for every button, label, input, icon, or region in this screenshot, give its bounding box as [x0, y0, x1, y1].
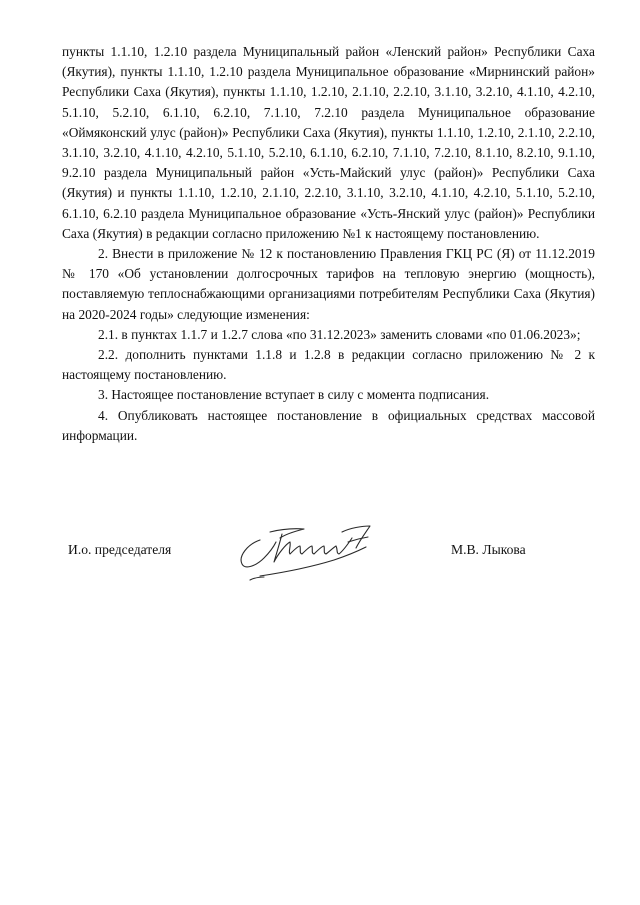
- paragraph-item-2-2: 2.2. дополнить пунктами 1.1.8 и 1.2.8 в редакции согласно приложению № 2 к настоящему постановлению.: [62, 347, 595, 383]
- paragraph-item-4: 4. Опубликовать настоящее постановление в официальных средствах массовой информации.: [62, 407, 595, 443]
- signature-block: [62, 538, 595, 598]
- signatory-name: М.В. Лыкова: [451, 542, 526, 557]
- paragraph-item-2: 2. Внести в приложение № 12 к постановлению Правления ГКЦ РС (Я) от 11.12.2019 № 170 «Об установлении долгосрочных тарифов на тепловую энергию (мощность), поставляемую теплоснабжающими организациями потребителям Республики Саха (Якутия) на 2020-2024 годы» следующие изменения:: [62, 246, 595, 322]
- handwritten-signature: [230, 520, 390, 586]
- signatory-role: И.о. председателя: [68, 542, 172, 557]
- document-body: [62, 42, 595, 446]
- paragraph-continuation: пункты 1.1.10, 1.2.10 раздела Муниципальный район «Ленский район» Республики Саха (Якутия), пункты 1.1.10, 1.2.10 раздела Муниципальное образование «Мирнинский район» Республики Саха (Якутия), пункты 1.1.10, 1.2.10, 2.1.10, 2.2.10, 3.1.10, 3.2.10, 4.1.10, 4.2.10, 5.1.10, 5.2.10, 6.1.10, 6.2.10, 7.1.10, 7.2.10 раздела Муниципальное образование «Оймяконский улус (район)» Республики Саха (Якутия), пункты 1.1.10, 1.2.10, 2.1.10, 2.2.10, 3.1.10, 3.2.10, 4.1.10, 4.2.10, 5.1.10, 5.2.10, 6.1.10, 6.2.10, 7.1.10, 7.2.10, 8.1.10, 8.2.10, 9.1.10, 9.2.10 раздела Муниципальный район «Усть-Майский улус (район)» Республики Саха (Якутия) и пункты 1.1.10, 1.2.10, 2.1.10, 2.2.10, 3.1.10, 3.2.10, 4.1.10, 4.2.10, 5.1.10, 5.2.10, 6.1.10, 6.2.10 раздела Муниципальное образование «Усть-Янский улус (район)» Республики Саха (Якутия) в редакции согласно приложению №1 к настоящему постановлению.: [62, 44, 595, 241]
- paragraph-item-3: 3. Настоящее постановление вступает в силу с момента подписания.: [98, 387, 490, 403]
- paragraph-item-2-1: 2.1. в пунктах 1.1.7 и 1.2.7 слова «по 31.12.2023» заменить словами «по 01.06.2023»;: [98, 326, 581, 342]
